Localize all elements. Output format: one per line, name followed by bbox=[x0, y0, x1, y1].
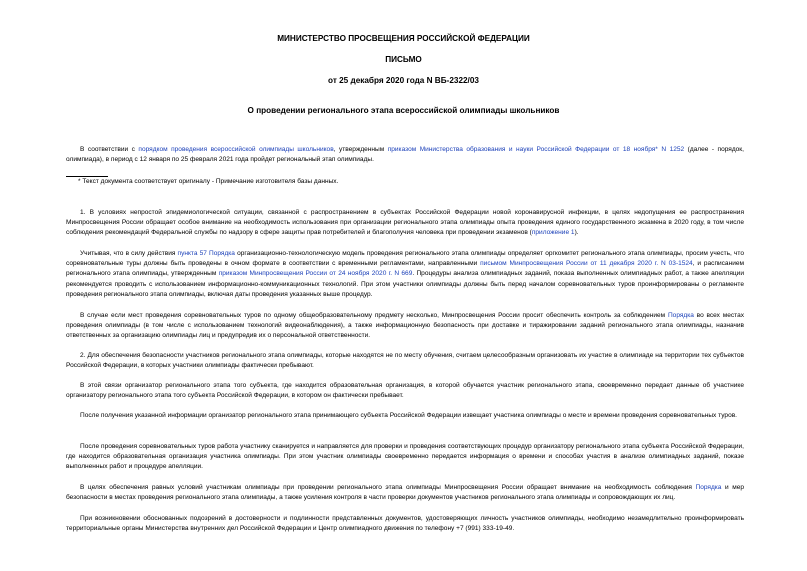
subject-heading: О проведении регионального этапа всероссийской олимпиады школьников bbox=[247, 106, 560, 115]
paragraph-3: В случае если мест проведения соревновательных туров по одному общеобразовательному предмету несколько, Минпросвещения России просит обеспечить контроль за соблюдением Порядка во всех местах проведения олимпиады (в том числе с использованием технологий видеонаблюдения), а также информационную безопасность при доставке и тиражировании заданий регионального этапа олимпиады, назначив ответственных за организацию олимпиады лиц и предупредив их о персональной ответственности. bbox=[66, 312, 744, 340]
date-number-heading: от 25 декабря 2020 года N ВБ-2322/03 bbox=[328, 76, 479, 85]
clause-57-link[interactable]: пункта 57 Порядка bbox=[177, 250, 235, 257]
footnote: * Текст документа соответствует оригиналу - Примечание изготовителя базы данных. bbox=[78, 178, 339, 185]
ministry-order-link[interactable]: приказом Министерства образования и науки Российской Федерации от 18 ноября* N 1252 bbox=[387, 146, 685, 153]
order-669-link[interactable]: приказом Минпросвещения России от 24 ноября 2020 г. N 669 bbox=[218, 270, 413, 278]
appendix-1-link[interactable]: приложение 1 bbox=[531, 229, 575, 237]
paragraph-6: После получения указанной информации организатор регионального этапа принимающего субъекта Российской Федерации извещает участника олимпиады о месте и времени проведения соревновательных туров. bbox=[80, 412, 738, 419]
paragraph-2: Учитывая, что в силу действия пункта 57 Порядка организационно-технологическую модель проведения регионального этапа олимпиады определяет оргкомитет регионального этапа олимпиады, просим учесть, что соревновательные туры должны быть проведены в очном формате в соответствии с временными регламентами, направленными письмом Минпросвещения России от 11 декабря 2020 г. N 03-1524, и расписанием регионального этапа олимпиады, утвержденным приказом Минпросвещения России от 24 ноября 2020 г. N 669. Процедуры анализа олимпиадных заданий, показа выполненных олимпиадных работ, а также апелляции рекомендуется проводить с использованием информационно-коммуникационных технологий. При этом участники олимпиады должны быть перед началом соревновательных туров проинформированы о регламенте проведения регионального этапа олимпиады, включая даты проведения указанных выше процедур. bbox=[66, 250, 744, 298]
paragraph-5: В этой связи организатор регионального этапа того субъекта, где находится образовательная организация, в которой обучается участник регионального этапа, своевременно передает данные об участнике организатору регионального этапа того субъекта Российской Федерации, в котором он фактически пребывает. bbox=[66, 382, 744, 400]
letter-03-1524-link[interactable]: письмом Минпросвещения России от 11 декабря 2020 г. N 03-1524 bbox=[480, 260, 693, 268]
paragraph-4: 2. Для обеспечения безопасности участников регионального этапа олимпиады, которые находятся не по месту обучения, считаем целесообразным организовать их участие в олимпиаде на территории тех субъектов Российской Федерации, в которых участники олимпиады фактически пребывают. bbox=[66, 352, 744, 370]
ministry-heading: МИНИСТЕРСТВО ПРОСВЕЩЕНИЯ РОССИЙСКОЙ ФЕДЕРАЦИИ bbox=[277, 34, 530, 43]
paragraph-8: В целях обеспечения равных условий участникам олимпиады при проведении регионального этапа олимпиады Минпросвещения России обращает внимание на необходимость соблюдения Порядка и мер безопасности в местах проведения регионального этапа олимпиады, а также усиления контроля в части проверки документов участников регионального этапа олимпиады и сопровождающих их лиц. bbox=[66, 484, 744, 502]
paragraph-7: После проведения соревновательных туров работа участнику сканируется и направляется для проверки и проведения соответствующих процедур организатору регионального этапа субъекта Российской Федерации, где находится образовательная организация участника олимпиады. При этом участник олимпиады своевременно передается информация о времени и способах участия в анализе олимпиадных заданий, показе выполненных работ и процедуре апелляции. bbox=[66, 443, 744, 471]
intro-paragraph: В соответствии с порядком проведения всероссийской олимпиады школьников, утвержденным приказом Министерства образования и науки Российской Федерации от 18 ноября* N 1252 (далее - порядок, олимпиада), в период с 12 января по 25 февраля 2021 года пройдет региональный этап олимпиады. bbox=[66, 146, 744, 164]
procedure-link-2[interactable]: Порядка bbox=[695, 484, 722, 491]
paragraph-1: 1. В условиях непростой эпидемиологической ситуации, связанной с распространением в субъектах Российской Федерации новой коронавирусной инфекции, в целях недопущения ее распространения Минпросвещения России обращает особое внимание на необходимость использования при организации регионального этапа олимпиады опыта проведения единого государственного экзамена в 2020 году, в том числе соблюдения рекомендаций Федеральной службы по надзору в сфере защиты прав потребителей и благополучия человека при проведении экзаменов (приложение 1). bbox=[66, 209, 744, 237]
paragraph-9: При возникновении обоснованных подозрений в достоверности и подлинности представленных документов, удостоверяющих личность участников олимпиады, необходимо незамедлительно проинформировать территориальные органы Министерства внутренних дел Российской Федерации и Центр олимпиадного движения по телефону +7 (991) 333-19-49. bbox=[66, 515, 744, 533]
order-link[interactable]: порядком проведения всероссийской олимпиады школьников bbox=[138, 146, 334, 153]
procedure-link[interactable]: Порядка bbox=[667, 312, 694, 319]
doc-type-heading: ПИСЬМО bbox=[385, 55, 422, 64]
